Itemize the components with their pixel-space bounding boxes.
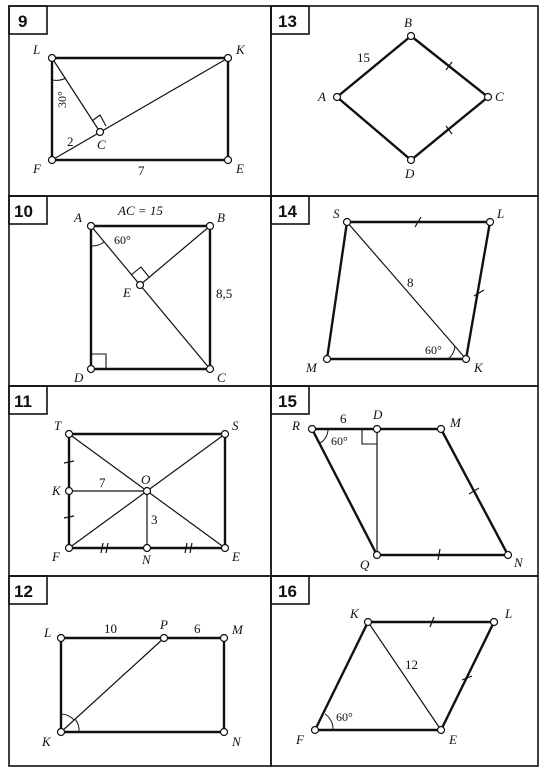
problem-11-number: 11 (14, 392, 32, 411)
p16-length-KE: 12 (405, 657, 418, 672)
p14-point-L: L (497, 206, 505, 221)
problem-15-number: 15 (278, 392, 297, 411)
p9-angle-30: 30° (55, 91, 69, 108)
problem-9-number: 9 (18, 12, 28, 31)
problem-12-number: 12 (14, 582, 33, 601)
p16-angle-60: 60° (336, 710, 353, 724)
p14-point-S: S (333, 206, 340, 221)
p12-length-PM: 6 (194, 621, 201, 636)
p10-given-AC: AC = 15 (118, 203, 163, 218)
p12-length-LP: 10 (104, 621, 117, 636)
p13-point-B: B (404, 15, 412, 30)
p11-point-K: K (52, 483, 61, 498)
p11-point-O: O (141, 472, 151, 487)
p9-point-L: L (33, 42, 41, 57)
p15-length-RD: 6 (340, 411, 347, 426)
problem-10-number: 10 (14, 202, 33, 221)
problem-13-number: 13 (278, 12, 297, 31)
p15-point-D: D (373, 407, 383, 422)
p9-point-C: C (97, 137, 106, 152)
p9-point-K: K (236, 42, 245, 57)
p10-point-A: A (74, 210, 82, 225)
p15-point-N: N (514, 555, 523, 570)
p12-point-P: P (160, 617, 168, 632)
p9-length-FE: 7 (138, 163, 145, 178)
p16-point-K: K (350, 606, 359, 621)
p12-point-N: N (232, 734, 241, 749)
p15-point-Q: Q (360, 557, 370, 572)
problem-14-number: 14 (278, 202, 297, 221)
p16-point-L: L (505, 606, 513, 621)
p10-point-B: B (217, 210, 225, 225)
p15-point-M: M (450, 415, 461, 430)
p10-point-D: D (74, 370, 84, 385)
p9-point-F: F (33, 161, 41, 176)
p11-point-E: E (232, 549, 240, 564)
p16-point-E: E (449, 732, 457, 747)
figure-9 (49, 55, 232, 164)
p14-point-M: M (306, 360, 317, 375)
problem-16-number: 16 (278, 582, 297, 601)
p10-point-C: C (217, 370, 226, 385)
p11-point-S: S (232, 418, 239, 433)
cell-15-frame (271, 386, 538, 576)
figure-10 (88, 223, 214, 373)
p13-point-D: D (405, 166, 415, 181)
p11-length-KO: 7 (99, 475, 106, 490)
p15-point-R: R (292, 418, 300, 433)
p11-point-F: F (52, 549, 60, 564)
p13-point-C: C (495, 89, 504, 104)
figure-12 (58, 635, 228, 736)
figure-11 (64, 431, 229, 554)
p10-point-E: E (123, 285, 131, 300)
p12-point-K: K (42, 734, 51, 749)
p11-point-N: N (142, 552, 151, 567)
p13-point-A: A (318, 89, 326, 104)
p16-point-F: F (296, 732, 304, 747)
p14-length-SK: 8 (407, 275, 414, 290)
cell-14-frame (271, 196, 538, 386)
p12-point-L: L (44, 625, 52, 640)
p9-length-FC: 2 (67, 134, 74, 149)
p9-point-E: E (236, 161, 244, 176)
p15-angle-60: 60° (331, 434, 348, 448)
p12-point-M: M (232, 622, 243, 637)
p11-point-T: T (54, 418, 62, 433)
p14-angle-60: 60° (425, 343, 442, 357)
p10-angle-60: 60° (114, 233, 131, 247)
p13-length-AB: 15 (357, 50, 370, 65)
p10-length-BC: 8,5 (216, 286, 233, 301)
p11-length-ON: 3 (151, 512, 158, 527)
p14-point-K: K (474, 360, 483, 375)
